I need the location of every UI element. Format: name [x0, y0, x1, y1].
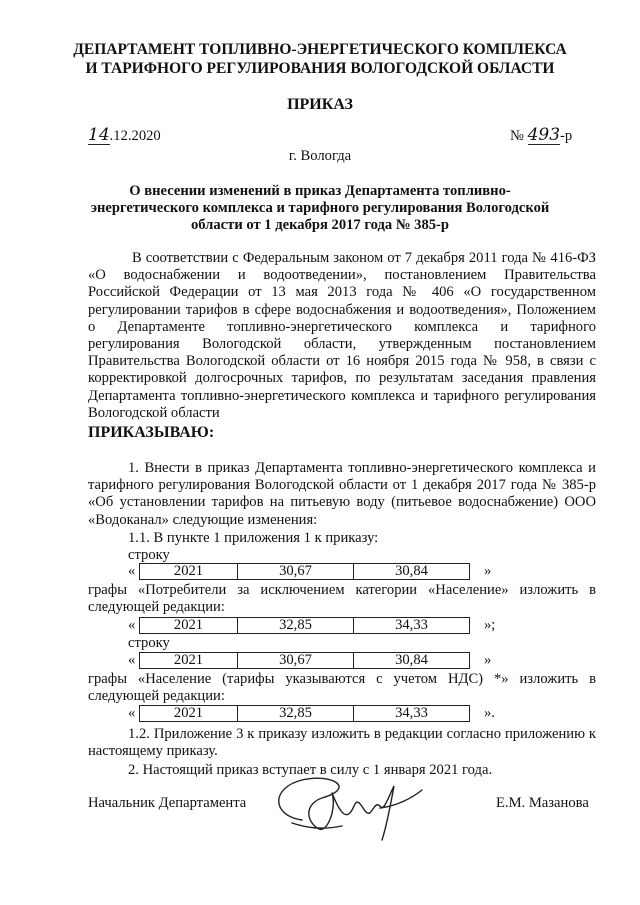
quote-close-2: »;: [484, 617, 496, 633]
handwritten-signature: [262, 768, 432, 848]
year-cell: 2021: [140, 706, 238, 722]
order-word: ПРИКАЗЫВАЮ:: [88, 424, 215, 441]
tariff-cell: 30,67: [238, 564, 354, 580]
next-edition-1: следующей редакции:: [88, 599, 225, 615]
row-word-1: строку: [128, 547, 170, 563]
subject-line3: области от 1 декабря 2017 года № 385-р: [190, 217, 450, 233]
quote-open-3: «: [128, 652, 136, 668]
subject-line1: О внесении изменений в приказ Департамента топливно-: [129, 183, 511, 199]
quote-open-4: «: [128, 705, 136, 721]
order-date-rest: .12.2020: [109, 128, 161, 144]
order-number-value: 493: [527, 125, 561, 145]
quote-open-2: «: [128, 617, 136, 633]
order-number-prefix: №: [510, 128, 524, 144]
tariff-row-table-4: [139, 705, 470, 722]
item-2: 2. Настоящий приказ вступает в силу с 1 января 2021 года.: [128, 762, 493, 778]
signatory-position: Начальник Департамента: [88, 795, 247, 811]
order-subject: [0, 183, 640, 234]
year-cell: 2021: [140, 653, 238, 669]
year-cell: 2021: [140, 618, 238, 634]
quote-close-1: »: [484, 563, 492, 579]
year-cell: 2021: [140, 564, 238, 580]
quote-close-4: ».: [484, 705, 495, 721]
tariff-row-table-3: [139, 652, 470, 669]
order-date: [88, 127, 161, 145]
row-word-2: строку: [128, 635, 170, 651]
subject-line2: энергетического комплекса и тарифного регулирования Вологодской: [90, 200, 550, 216]
preamble: В соответствии с Федеральным законом от 7 декабря 2011 года № 416-ФЗ «О водоснабжении и водоотведении», постановлением Правительства Российской Федерации от 13 мая 2013 года № 406 «О государственном регулировании тарифов в сфере водоснабжения и водоотведения», Положением о Департаменте топливно-энергетического комплекса и тарифного регулирования Вологодской области, утвержденным постановлением Правительства Вологодской области от 16 ноября 2015 года № 958, в связи с корректировкой долгосрочных тарифов, по результатам заседания правления Департамента топливно-энергетического комплекса и тарифного регулирования Вологодской области: [88, 250, 596, 421]
graph-text-2: графы «Население (тарифы указываются с учетом НДС) *» изложить в: [88, 671, 596, 687]
department-name-line2: И ТАРИФНОГО РЕГУЛИРОВАНИЯ ВОЛОГОДСКОЙ ОБЛАСТИ: [85, 60, 555, 77]
order-date-day: 14: [88, 125, 110, 145]
item-1: 1. Внести в приказ Департамента топливно-энергетического комплекса и тарифного регулирования Вологодской области от 1 декабря 2017 года № 385-р «Об установлении тарифов на питьевую воду (питьевое водоснабжение) ООО «Водоканал» следующие изменения:: [88, 460, 596, 528]
signatory-name: Е.М. Мазанова: [496, 795, 589, 811]
quote-open-1: «: [128, 563, 136, 579]
city: г. Вологда: [288, 148, 352, 164]
order-number: [510, 127, 572, 145]
tariff-cell: 30,84: [354, 564, 470, 580]
tariff-cell: 30,84: [354, 653, 470, 669]
tariff-cell: 34,33: [354, 618, 470, 634]
next-edition-2: следующей редакции:: [88, 688, 225, 704]
item-1-2: 1.2. Приложение 3 к приказу изложить в редакции согласно приложению к настоящему приказу.: [88, 726, 596, 760]
tariff-cell: 32,85: [238, 706, 354, 722]
tariff-cell: 32,85: [238, 618, 354, 634]
order-number-suffix: -р: [560, 128, 573, 144]
document-type: ПРИКАЗ: [287, 96, 353, 113]
tariff-row-table-1: [139, 563, 470, 580]
tariff-cell: 34,33: [354, 706, 470, 722]
graph-text-1: графы «Потребители за исключением категории «Население» изложить в: [88, 582, 596, 598]
department-name-line1: ДЕПАРТАМЕНТ ТОПЛИВНО-ЭНЕРГЕТИЧЕСКОГО КОМПЛЕКСА: [73, 41, 567, 58]
tariff-row-table-2: [139, 617, 470, 634]
quote-close-3: »: [484, 652, 492, 668]
item-1-1: 1.1. В пункте 1 приложения 1 к приказу:: [128, 530, 379, 546]
tariff-cell: 30,67: [238, 653, 354, 669]
